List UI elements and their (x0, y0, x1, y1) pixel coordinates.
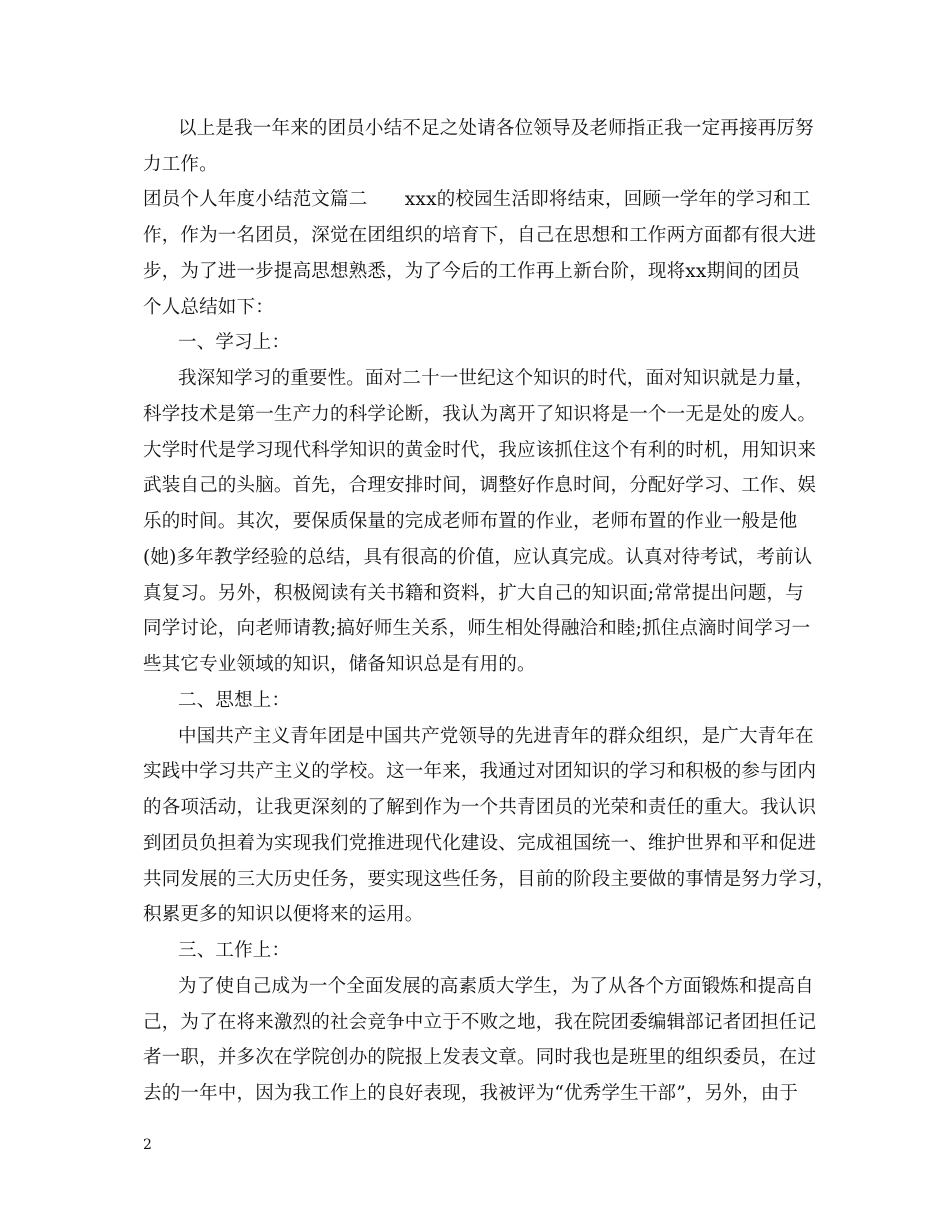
text-line: 乐的时间。其次，要保质保量的完成老师布置的作业，老师布置的作业一般是他 (143, 511, 798, 532)
section-heading: 三、工作上： (178, 940, 291, 961)
text-line: 大学时代是学习现代科学知识的黄金时代，我应该抓住这个有利的时机，用知识来 (143, 440, 817, 461)
text-line: 步，为了进一步提高思想熟悉，为了今后的工作再上新台阶，现将xx期间的团员 (143, 261, 801, 282)
text-line: 的各项活动，让我更深刻的了解到作为一个共青团员的光荣和责任的重大。我认识 (143, 797, 817, 818)
text-line: 己，为了在将来激烈的社会竞争中立于不败之地，我在院团委编辑部记者团担任记 (143, 1012, 817, 1033)
text-line: 作，作为一名团员，深觉在团组织的培育下，自己在思想和工作两方面都有很大进 (143, 225, 817, 246)
text-line: 科学技术是第一生产力的科学论断，我认为离开了知识将是一个一无是处的废人。 (143, 404, 817, 425)
text-line: 武装自己的头脑。首先，合理安排时间，调整好作息时间，分配好学习、工作、娱 (143, 475, 817, 496)
text-line: 共同发展的三大历史任务，要实现这些任务，目前的阶段主要做的事情是努力学习， (143, 869, 835, 890)
text-line: 中国共产主义青年团是中国共产党领导的先进青年的群众组织，是广大青年在 (178, 726, 814, 747)
section-heading: 二、思想上： (178, 690, 291, 711)
text-line: 为了使自己成为一个全面发展的高素质大学生，为了从各个方面锻炼和提高自 (178, 976, 814, 997)
page-number: 2 (143, 1137, 152, 1153)
text-line: (她)多年教学经验的总结，具有很高的价值，应认真完成。认真对待考试，考前认 (143, 547, 813, 568)
section-heading: 一、学习上： (178, 332, 291, 353)
text-line: 我深知学习的重要性。面对二十一世纪这个知识的时代，面对知识就是力量， (178, 368, 814, 389)
text-line: 去的一年中，因为我工作上的良好表现，我被评为“优秀学生干部”，另外，由于 (143, 1083, 799, 1104)
text-line: 个人总结如下： (143, 297, 274, 318)
text-line: 到团员负担着为实现我们党推进现代化建设、完成祖国统一、维护世界和平和促进 (143, 833, 817, 854)
text-line: 些其它专业领域的知识，储备知识总是有用的。 (143, 654, 536, 675)
text-line: 团员个人年度小结范文篇二 xxx的校园生活即将结束，回顾一学年的学习和工 (143, 189, 811, 210)
text-line: 以上是我一年来的团员小结不足之处请各位领导及老师指正我一定再接再厉努 (178, 118, 814, 139)
text-line: 者一职，并多次在学院创办的院报上发表文章。同时我也是班里的组织委员，在过 (143, 1047, 817, 1068)
text-line: 积累更多的知识以便将来的运用。 (143, 904, 424, 925)
text-line: 同学讨论，向老师请教;搞好师生关系，师生相处得融洽和睦;抓住点滴时间学习一 (143, 618, 811, 639)
text-line: 实践中学习共产主义的学校。这一年来，我通过对团知识的学习和积极的参与团内 (143, 761, 817, 782)
text-line: 力工作。 (143, 154, 218, 175)
text-line: 真复习。另外，积极阅读有关书籍和资料，扩大自己的知识面;常常提出问题，与 (143, 583, 804, 604)
